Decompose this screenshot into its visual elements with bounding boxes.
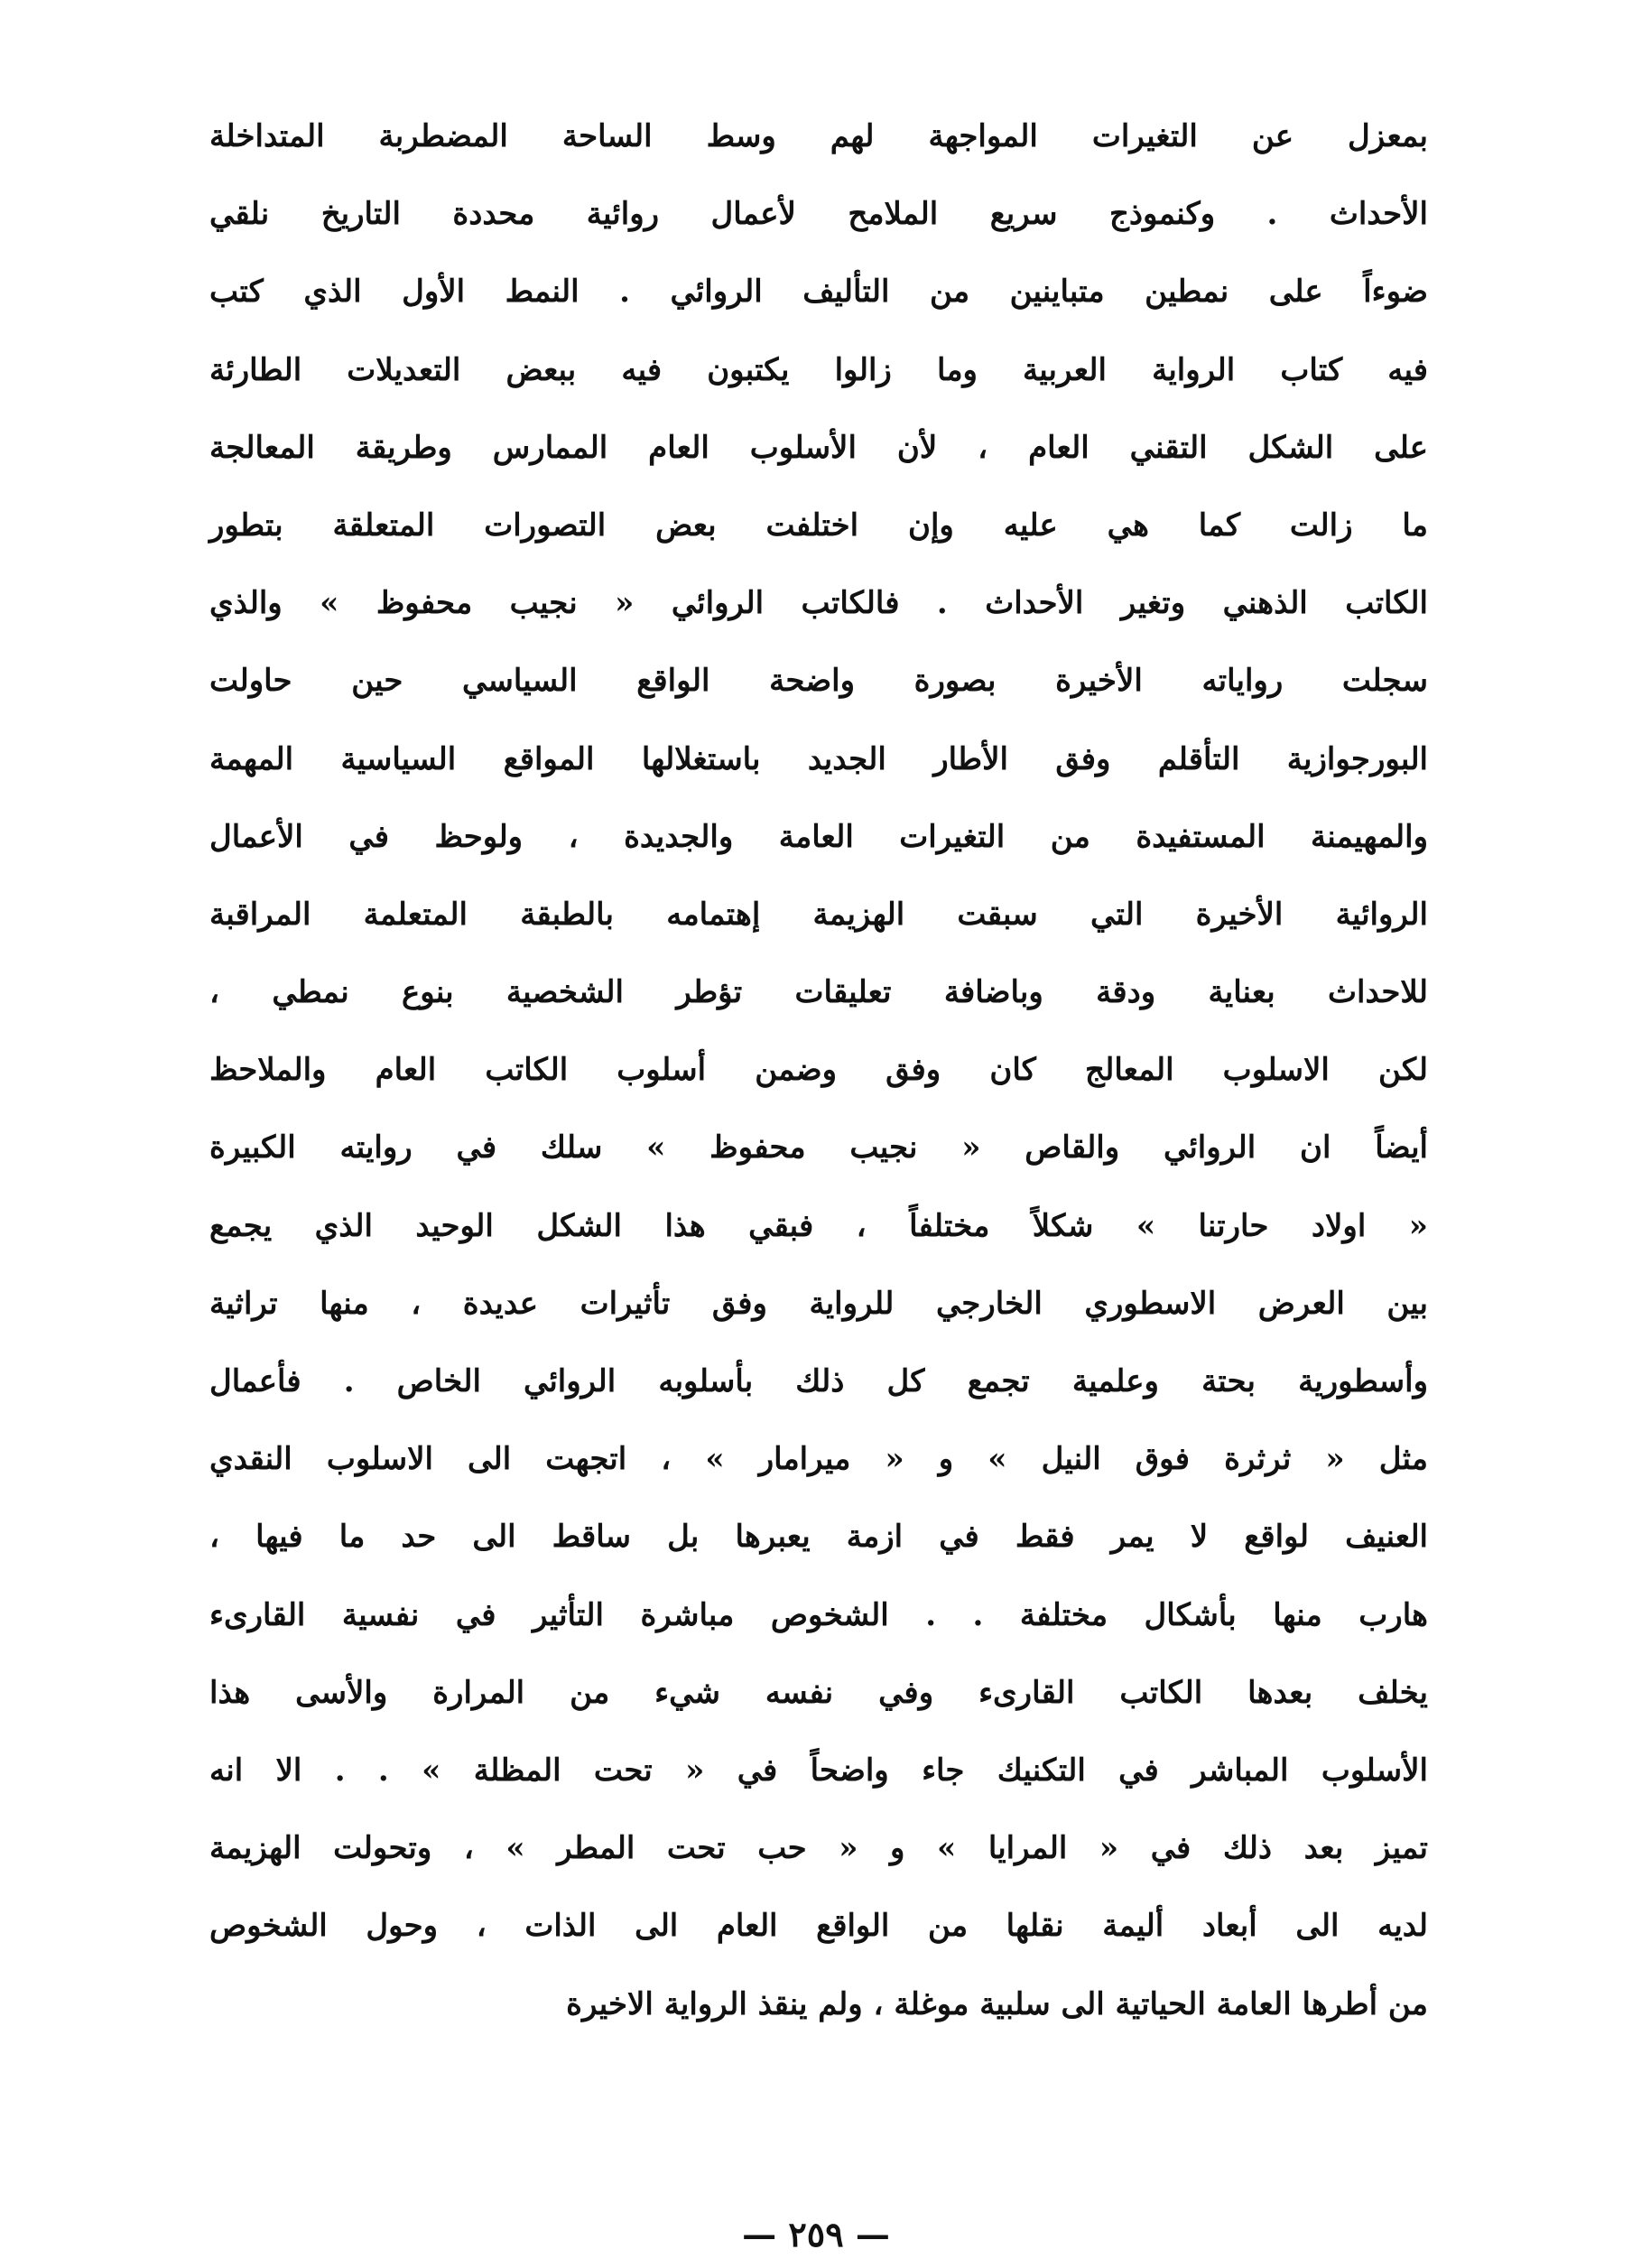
text-line-1: بمعزل عن التغيرات المواجهة لهم وسط الساحة المضطربة المتداخلة [209, 118, 1428, 154]
text-line-21: يخلف بعدها الكاتب القارىء وفي نفسه شيء من المرارة والأسى هذا [209, 1674, 1428, 1711]
text-line-16: بين العرض الاسطوري الخارجي للرواية وفق تأثيرات عديدة ، منها تراثية [209, 1285, 1428, 1322]
text-line-12: للاحداث بعناية ودقة وباضافة تعليقات تؤطر الشخصية بنوع نمطي ، [209, 974, 1428, 1011]
text-line-20: هارب منها بأشكال مختلفة . . الشخوص مباشرة التأثير في نفسية القارىء [209, 1596, 1428, 1633]
text-line-23: تميز بعد ذلك في « المرايا » و « حب تحت المطر » ، وتحولت الهزيمة [209, 1830, 1428, 1867]
text-line-10: والمهيمنة المستفيدة من التغيرات العامة والجديدة ، ولوحظ في الأعمال [209, 818, 1428, 855]
text-line-9: البورجوازية التأقلم وفق الأطار الجديد باستغلالها المواقع السياسية المهمة [209, 740, 1428, 777]
page-number: — ٢٥٩ — [742, 2214, 890, 2254]
text-line-6: ما زالت كما هي عليه وإن اختلفت بعض التصورات المتعلقة بتطور [209, 507, 1428, 544]
text-line-24: لديه الى أبعاد أليمة نقلها من الواقع العام الى الذات ، وحول الشخوص [209, 1908, 1428, 1945]
text-line-14: أيضاً ان الروائي والقاص « نجيب محفوظ » سلك في روايته الكبيرة [209, 1129, 1428, 1167]
text-line-4: فيه كتاب الرواية العربية وما زالوا يكتبون فيه ببعض التعديلات الطارئة [209, 351, 1428, 388]
text-line-18: مثل « ثرثرة فوق النيل » و « ميرامار » ، اتجهت الى الاسلوب النقدي [209, 1441, 1428, 1478]
body-text [209, 98, 1428, 2043]
text-line-5: على الشكل التقني العام ، لأن الأسلوب العام الممارس وطريقة المعالجة [209, 429, 1428, 466]
text-line-25: من أطرها العامة الحياتية الى سلبية موغلة ، ولم ينقذ الرواية الاخيرة [566, 1985, 1428, 2022]
text-line-3: ضوءاً على نمطين متباينين من التأليف الروائي . النمط الأول الذي كتب [209, 274, 1429, 311]
text-line-19: العنيف لواقع لا يمر فقط في ازمة يعبرها بل ساقط الى حد ما فيها ، [209, 1519, 1428, 1556]
text-line-17: وأسطورية بحتة وعلمية تجمع كل ذلك بأسلوبه الروائي الخاص . فأعمال [209, 1363, 1428, 1399]
text-line-7: الكاتب الذهني وتغير الأحداث . فالكاتب الروائي « نجيب محفوظ » والذي [209, 585, 1428, 622]
text-line-2: الأحداث . وكنموذج سريع الملامح لأعمال روائية محددة التاريخ نلقي [209, 196, 1428, 233]
text-line-15: « اولاد حارتنا » شكلاً مختلفاً ، فبقي هذا الشكل الوحيد الذي يجمع [209, 1207, 1428, 1244]
text-line-22: الأسلوب المباشر في التكنيك جاء واضحاً في « تحت المظلة » . . الا انه [209, 1752, 1428, 1789]
text-line-8: سجلت رواياته الأخيرة بصورة واضحة الواقع السياسي حين حاولت [209, 663, 1428, 700]
text-line-13: لكن الاسلوب المعالج كان وفق وضمن أسلوب الكاتب العام والملاحظ [209, 1052, 1428, 1089]
text-line-11: الروائية الأخيرة التي سبقت الهزيمة إهتمامه بالطبقة المتعلمة المراقبة [209, 896, 1428, 933]
